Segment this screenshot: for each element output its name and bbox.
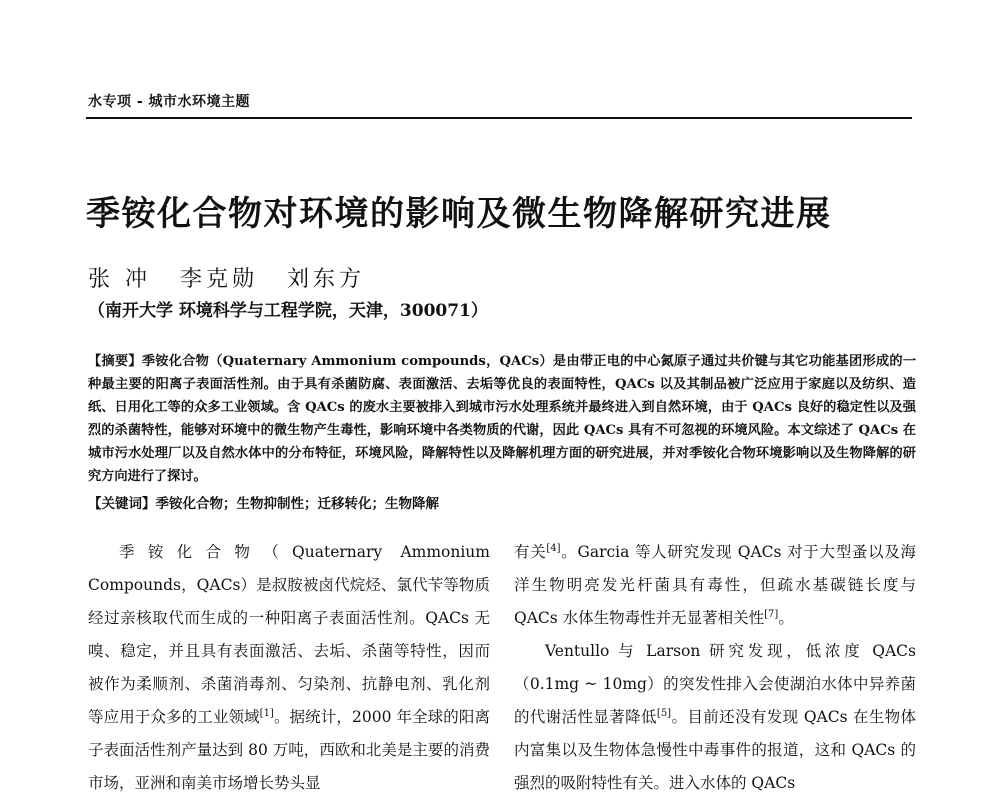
paragraph-text: 。目前还没有发现 QACs 在生物体内富集以及生物体急慢性中毒事件的报道，这和 QACs 的强烈的吸附特性有关。进入水体的 QACs [514, 708, 916, 792]
body-paragraph [88, 536, 490, 800]
citation: [7] [764, 608, 779, 620]
article-title: 季铵化合物对环境的影响及微生物降解研究进展 [86, 194, 832, 234]
author-list [88, 262, 383, 293]
header-rule [86, 117, 912, 119]
keywords-label: 【关键词】 [88, 496, 156, 512]
paragraph-text: 季铵化合物（Quaternary Ammonium Compounds，QACs）是叔胺被卤代烷烃、氯代苄等物质经过亲核取代而生成的一种阳离子表面活性剂。QACs 无嗅、稳定，并且具有表面激活、去垢、杀菌等特性，因而被作为柔顺剂、杀菌消毒剂、匀染剂、抗静电剂、乳化剂等应用于众多的工业领域 [88, 543, 490, 726]
body-column-right [514, 536, 916, 800]
paragraph-text: 。Garcia 等人研究发现 QACs 对于大型蚤以及海洋生物明亮发光杆菌具有毒性，但疏水基碳链长度与 QACs 水体生物毒性并无显著相关性 [514, 543, 916, 627]
paragraph-text: 有关 [514, 543, 547, 561]
citation: [5] [656, 707, 672, 719]
affiliation: （南开大学 环境科学与工程学院，天津，300071） [88, 301, 488, 321]
citation: [1] [259, 707, 274, 719]
citation: [4] [546, 542, 561, 554]
keywords-text: 季铵化合物；生物抑制性；迁移转化；生物降解 [155, 496, 439, 512]
running-head: 水专项 - 城市水环境主题 [88, 94, 251, 110]
keywords [88, 492, 916, 512]
paragraph-text: 。据统计，2000 年全球的阳离子表面活性剂产量达到 80 万吨，西欧和北美是主要的消费市场，亚洲和南美市场增长势头显 [88, 708, 490, 792]
abstract-text: 季铵化合物（Quaternary Ammonium compounds，QACs）是由带正电的中心氮原子通过共价键与其它功能基团形成的一种最主要的阳离子表面活性剂。由于具有杀菌防腐、表面激活、去垢等优良的表面特性，QACs 以及其制品被广泛应用于家庭以及纺织、造纸、日用化工等的众多工业领域。含 QACs 的废水主要被排入到城市污水处理系统并最终进入到自然环境，由于 QACs 良好的稳定性以及强烈的杀菌特性，能够对环境中的微生物产生毒性，影响环境中各类物质的代谢，因此 QACs 具有不可忽视的环境风险。本文综述了 QACs 在城市污水处理厂以及自然水体中的分布特征，环境风险，降解特性以及降解机理方面的研究进展，并对季铵化合物环境影响以及生物降解的研究方向进行了探讨。 [88, 354, 917, 484]
body-paragraph [514, 536, 916, 635]
abstract [88, 350, 916, 488]
paragraph-text: Ventullo 与 Larson 研究发现，低浓度 QACs（0.1mg ~ 10mg）的突发性排入会使湖泊水体中异养菌的代谢活性显著降低 [514, 642, 916, 726]
author-3: 刘东方 [287, 267, 366, 292]
paragraph-text: 。 [778, 609, 794, 627]
abstract-label: 【摘要】 [88, 354, 142, 369]
body-paragraph [514, 635, 916, 800]
author-2: 李克勋 [180, 267, 259, 292]
body-column-left [88, 536, 490, 800]
author-1: 张 冲 [88, 267, 151, 292]
